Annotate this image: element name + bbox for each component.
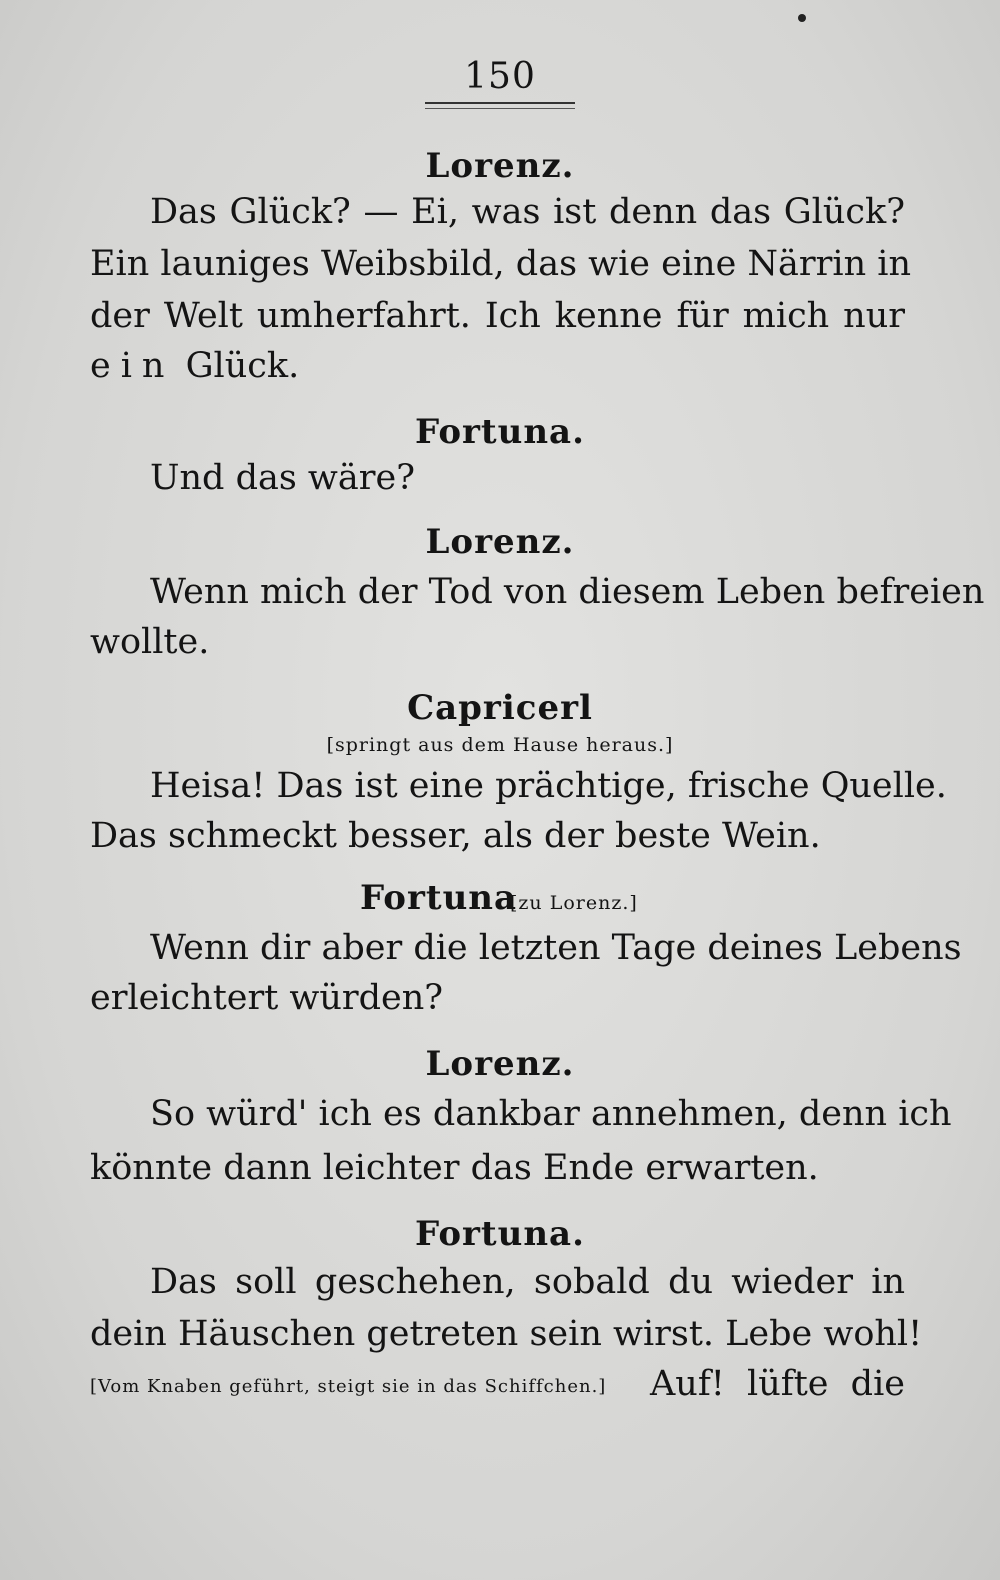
text-line-14: Das soll geschehen, sobald du wieder in [150, 1262, 905, 1302]
text-line-4 [90, 346, 905, 386]
text-line-16: Auf! lüfte die [650, 1364, 905, 1404]
speaker-fortuna-3: Fortuna. [415, 1214, 585, 1254]
speaker-capricerl: Capricerl [407, 688, 593, 728]
text-line-13: könnte dann leichter das Ende erwarten. [90, 1148, 819, 1188]
text-line-4-rest: Glück. [174, 346, 300, 386]
page-number: 150 [464, 56, 536, 97]
stage-direction-3: [Vom Knaben geführt, steigt sie in das Schiffchen.] [90, 1376, 607, 1397]
stage-direction-2: [zu Lorenz.] [510, 892, 638, 914]
header-rule [425, 102, 575, 109]
text-line-8: Heisa! Das ist eine prächtige, frische Quelle. [150, 766, 947, 806]
text-line-11: erleichtert würden? [90, 978, 444, 1018]
speaker-fortuna-2: Fortuna [360, 878, 518, 918]
speaker-lorenz-3: Lorenz. [425, 1044, 575, 1084]
text-line-3: der Welt umherfahrt. Ich kenne für mich nur [90, 296, 905, 336]
speaker-lorenz-1: Lorenz. [425, 146, 575, 186]
text-line-1: Das Glück? — Ei, was ist denn das Glück? [150, 192, 905, 232]
ink-dot [798, 14, 806, 22]
text-line-10: Wenn dir aber die letzten Tage deines Lebens [150, 928, 962, 968]
emphasized-word: ein [90, 346, 175, 386]
text-line-9: Das schmeckt besser, als der beste Wein. [90, 816, 821, 856]
text-line-15: dein Häuschen getreten sein wirst. Lebe wohl! [90, 1314, 923, 1354]
text-line-7: wollte. [90, 622, 210, 662]
text-line-6: Wenn mich der Tod von diesem Leben befreien [150, 572, 985, 612]
text-line-5: Und das wäre? [150, 458, 415, 498]
text-line-12: So würd' ich es dankbar annehmen, denn ich [150, 1094, 952, 1134]
stage-direction-1: [springt aus dem Hause heraus.] [326, 734, 674, 756]
speaker-lorenz-2: Lorenz. [425, 522, 575, 562]
speaker-fortuna-1: Fortuna. [415, 412, 585, 452]
text-line-2: Ein launiges Weibsbild, das wie eine Närrin in [90, 244, 911, 284]
